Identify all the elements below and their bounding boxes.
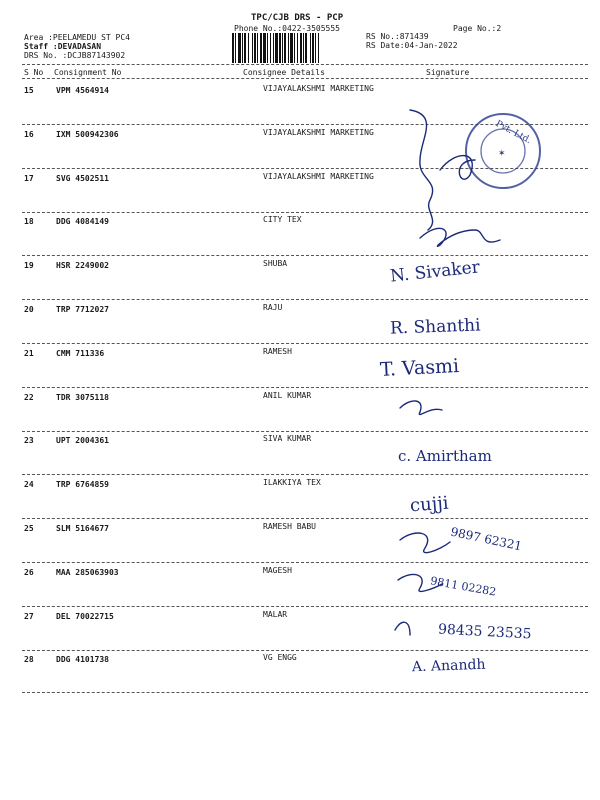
area-label: Area :PEELAMEDU ST PC4 [24,33,130,42]
col-signature: Signature [426,68,470,77]
row-sno: 26 [24,567,34,577]
row-consignment-no: SVG 4502511 [56,173,109,183]
signature-row-27: 98435 23535 [437,621,532,643]
barcode-bar [303,33,304,63]
signature-row-21: T. Vasmi [379,354,460,382]
row-consignment-no: TRP 6764859 [56,480,109,490]
row-sno: 22 [24,392,34,402]
barcode-bar [248,33,249,63]
row-consignment-no: HSR 2249002 [56,261,109,271]
row-consignee: SHUBA [263,259,288,269]
barcode-bar [288,33,289,63]
row-consignment-no: TRP 7712027 [56,305,109,314]
row-sno: 18 [24,217,34,227]
barcode-bar [254,33,256,63]
row-sno: 17 [24,173,34,183]
row-consignment-no: UPT 2004361 [56,436,109,446]
barcode-bar [273,33,274,63]
row-consignment-no: VPM 4564914 [56,86,109,95]
row-consignee: SIVA KUMAR [263,434,312,444]
row-sno: 21 [24,348,34,358]
row-sno: 27 [24,611,34,621]
row-consignee: RAJU [263,303,283,312]
barcode-bar [279,33,281,63]
barcode-bar [290,33,293,63]
row-consignee: RAMESH [263,346,292,356]
barcode-bar [238,33,241,63]
rs-number: RS No.:871439 [366,32,429,41]
stamp-text: Pvt. Ltd. [493,119,533,147]
row-sno: 15 [24,86,34,95]
barcode-bar [257,33,258,63]
signature-row-19: N. Sivaker [389,257,481,287]
document-title: TPC/CJB DRS - PCP [251,13,344,23]
barcode-bar [270,33,271,63]
row-consignment-no: IXM 500942306 [56,129,119,139]
row-consignment-no: DDG 4084149 [56,217,109,227]
barcode-bar [232,33,234,63]
row-consignee: CITY TEX [263,215,302,225]
row-consignee: MAGESH [263,565,292,575]
row-sno: 25 [24,524,34,533]
barcode-bar [275,33,278,63]
barcode-bar [244,33,246,63]
col-consignment: Consignment No [54,68,122,77]
row-sno: 16 [24,129,34,139]
page-number: Page No.:2 [453,24,502,33]
row-consignment-no: TDR 3075118 [56,392,109,402]
signature-row-26: 9811 02282 [429,574,498,599]
barcode-bar [305,33,307,63]
staff-label: Staff :DEVADASAN [24,42,102,51]
barcode-bar [310,33,311,63]
rs-date: RS Date:04-Jan-2022 [366,41,458,50]
row-consignment-no: CMM 711336 [56,348,105,358]
barcode-bar [260,33,262,63]
barcode-bar [294,33,295,63]
row-consignment-no: DDG 4101738 [56,655,109,665]
barcode-bar [282,33,283,63]
barcode-bar [235,33,236,63]
row-consignment-no: DEL 70022715 [56,611,114,621]
col-sno: S No [24,68,44,77]
row-consignee: VIJAYALAKSHMI MARKETING [263,171,374,181]
barcode-bar [312,33,314,63]
row-sno: 24 [24,480,34,490]
signature-row-28: A. Anandh [411,656,486,676]
svg-text:✶: ✶ [498,149,506,159]
signature-row-25: 9897 62321 [449,524,524,554]
barcode-bar [242,33,243,63]
barcode-bar [267,33,268,63]
signature-row-24: cujji [409,492,450,517]
row-sno: 19 [24,261,34,271]
barcode-bar [315,33,316,63]
row-consignee: VIJAYALAKSHMI MARKETING [263,84,374,93]
barcode-bar [297,33,298,63]
barcode-bar [318,33,319,63]
row-sno: 28 [24,655,34,665]
barcode-bar [263,33,266,63]
row-consignment-no: MAA 285063903 [56,567,119,577]
barcode [232,33,364,63]
phone-number: Phone No.:0422-3505555 [234,24,340,33]
row-consignee: MALAR [263,609,288,619]
row-consignee: VIJAYALAKSHMI MARKETING [263,127,374,137]
row-consignee: ILAKKIYA TEX [263,478,321,488]
row-consignee: RAMESH BABU [263,522,316,531]
barcode-bar [300,33,302,63]
drs-number: DRS No. :DCJB87143902 [24,51,126,60]
barcode-bar [284,33,286,63]
row-sno: 23 [24,436,34,446]
row-consignee: ANIL KUMAR [263,390,312,400]
row-consignee: VG ENGG [263,653,297,663]
col-consignee: Consignee Details [243,68,325,77]
barcode-bar [252,33,253,63]
signature-row-23: c. Amirtham [398,447,492,465]
row-consignment-no: SLM 5164677 [56,524,109,533]
signature-row-20: R. Shanthi [389,315,481,339]
row-sno: 20 [24,305,34,314]
